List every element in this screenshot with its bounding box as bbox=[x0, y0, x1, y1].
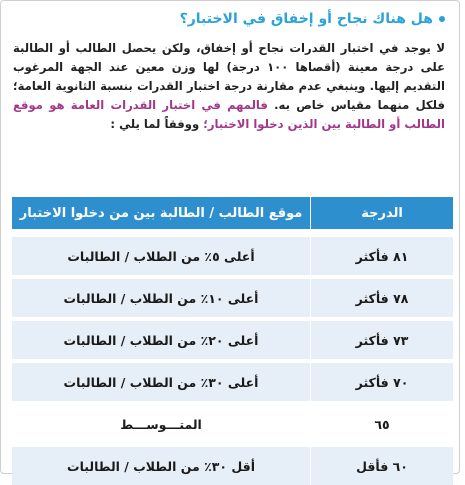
table-row bbox=[12, 237, 453, 275]
score-cell: ٦٥ bbox=[310, 405, 453, 443]
table-row bbox=[12, 447, 453, 485]
position-cell: أعلى ٥٪ من الطلاب / الطالبات bbox=[67, 248, 255, 264]
paragraph-text: لا يوجد في اختبار القدرات نجاح أو إخفاق، ولكن يحصل الطالب أو الطالبة على درجة معينة (أقصاها ١٠٠ درجة) لها وزن معين عند الجهة المرغوب التقديم إليها. وينبغي عدم مقارنة درجة اختبار القدرات بنسبة الثانوية العامة؛ فلكل منهما مقياس خاص به. bbox=[13, 41, 445, 112]
section-title: هل هناك نجاح أو إخفاق في الاختبار؟ bbox=[179, 11, 433, 27]
position-cell: أقل ٣٠٪ من الطلاب / الطالبات bbox=[67, 458, 255, 474]
position-cell: أعلى ٢٠٪ من الطلاب / الطالبات bbox=[63, 332, 259, 348]
bullet-icon bbox=[439, 16, 445, 22]
header-score: الدرجة bbox=[310, 197, 453, 229]
score-cell: ٧٠ فأكثر bbox=[310, 363, 453, 401]
table-header-row bbox=[12, 197, 453, 229]
position-cell: المتـــوســـط bbox=[120, 416, 202, 432]
paragraph-end: ووفقاً لما يلي : bbox=[110, 117, 200, 131]
table-row bbox=[12, 405, 453, 443]
table-row bbox=[12, 321, 453, 359]
score-cell: ٨١ فأكثر bbox=[310, 237, 453, 275]
table-row bbox=[12, 363, 453, 401]
score-table bbox=[12, 197, 453, 485]
section-paragraph bbox=[13, 39, 445, 134]
position-cell: أعلى ١٠٪ من الطلاب / الطالبات bbox=[63, 290, 259, 306]
score-cell: ٧٣ فأكثر bbox=[310, 321, 453, 359]
table-row bbox=[12, 279, 453, 317]
paragraph-highlight: فالمهم في اختبار القدرات العامة هو موقع الطالب أو الطالبة بين الذين دخلوا الاختبار؛ bbox=[13, 98, 445, 131]
position-cell: أعلى ٣٠٪ من الطلاب / الطالبات bbox=[63, 374, 259, 390]
score-cell: ٧٨ فأكثر bbox=[310, 279, 453, 317]
score-cell: ٦٠ فأقل bbox=[310, 447, 453, 485]
section-heading bbox=[180, 11, 445, 27]
header-position: موقع الطالب / الطالبة بين من دخلوا الاختبار bbox=[19, 205, 303, 221]
